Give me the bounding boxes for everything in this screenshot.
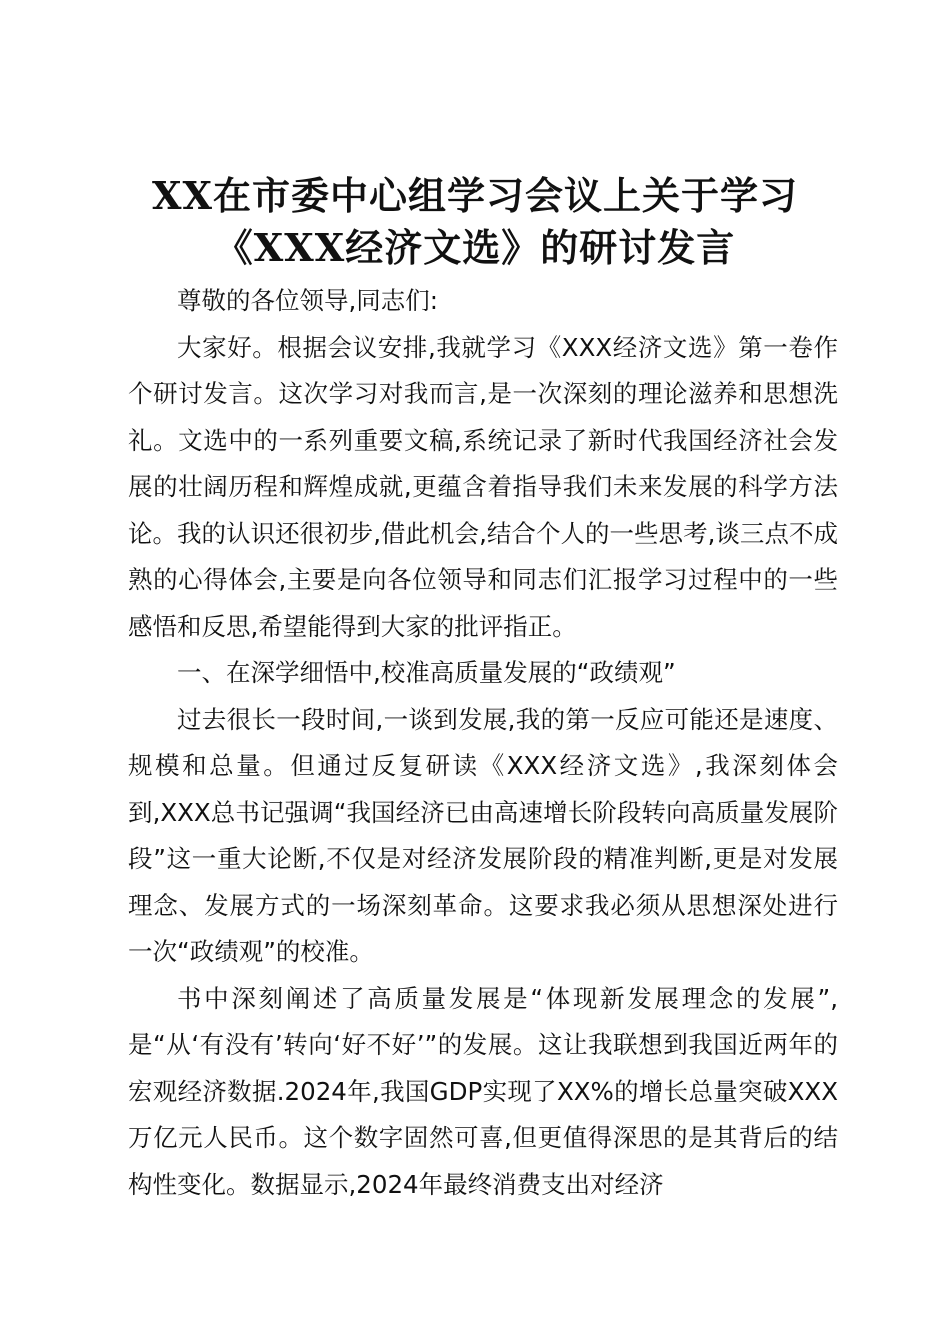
salutation: 尊敬的各位领导,同志们: [177, 286, 439, 315]
section-paragraph-2: 书中深刻阐述了高质量发展是“体现新发展理念的发展”,是“从‘有没有’转向‘好不好’”的发展。这让我联想到我国近两年的宏观经济数据.2024年,我国GDP实现了XX%的增长总量突破XXX万亿元人民币。这个数字固然可喜,但更值得深思的是其背后的结构性变化。数据显示,2024年最终消费支出对经济 [128, 983, 838, 1199]
title-line-2: 《XXX经济文选》的研讨发言 [214, 225, 736, 270]
section-paragraph-1: 过去很长一段时间,一谈到发展,我的第一反应可能还是速度、规模和总量。但通过反复研读《XXX经济文选》,我深刻体会到,XXX总书记强调“我国经济已由高速增长阶段转向高质量发展阶段”这一重大论断,不仅是对经济发展阶段的精准判断,更是对发展理念、发展方式的一场深刻革命。这要求我必须从思想深处进行一次“政绩观”的校准。 [128, 704, 838, 966]
title-line-1: XX在市委中心组学习会议上关于学习 [152, 173, 798, 218]
section-heading-1: 一、在深学细悟中,校准高质量发展的“政绩观” [177, 658, 676, 687]
document-title [120, 170, 830, 274]
document-body [128, 278, 838, 1208]
intro-paragraph: 大家好。根据会议安排,我就学习《XXX经济文选》第一卷作个研讨发言。这次学习对我而言,是一次深刻的理论滋养和思想洗礼。文选中的一系列重要文稿,系统记录了新时代我国经济社会发展的壮阔历程和辉煌成就,更蕴含着指导我们未来发展的科学方法论。我的认识还很初步,借此机会,结合个人的一些思考,谈三点不成熟的心得体会,主要是向各位领导和同志们汇报学习过程中的一些感悟和反思,希望能得到大家的批评指正。 [128, 332, 838, 641]
